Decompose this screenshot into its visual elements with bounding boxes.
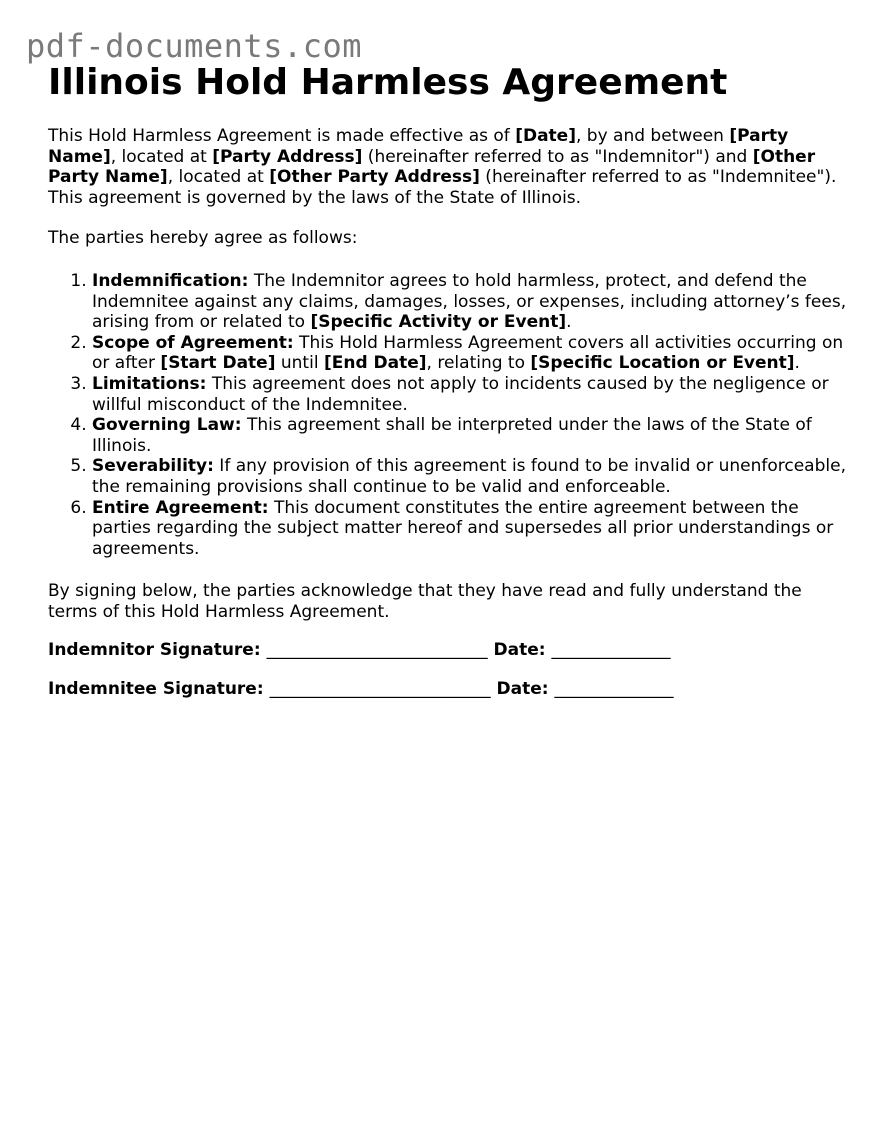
clause-text: . [566,312,572,333]
date-placeholder: [Date] [515,126,576,146]
clause-list [48,271,848,559]
clause-text: until [275,353,324,374]
clause-text: , relating to [426,353,531,374]
other-party-address-placeholder: [Other Party Address] [269,167,480,188]
clause-text: This document constitutes the entire agreement between the parties regarding the subject matter hereof and supersedes all prior understandings or agreements. [92,497,834,559]
clause-placeholder: [Start Date] [160,353,276,374]
indemnitor-date-line[interactable]: ______________ [551,640,671,661]
other-party-name-placeholder: [Other Party Name] [48,146,816,188]
clause-heading: Governing Law: [92,415,242,436]
agree-paragraph: The parties hereby agree as follows: [48,228,358,249]
indemnitor-date-label: Date: [493,640,546,661]
intro-paragraph [48,126,848,208]
indemnitor-signature-row [48,640,848,661]
clause-item [92,271,848,333]
indemnitee-date-line[interactable]: ______________ [554,679,674,700]
clause-item [92,415,848,456]
intro-text: , located at [167,167,270,188]
clause-item [92,456,848,497]
clause-item [92,498,848,560]
clause-text: If any provision of this agreement is found to be invalid or unenforceable, the remaining provisions shall continue to be valid and enforceable. [92,456,846,497]
intro-text: This Hold Harmless Agreement is made effective as of [48,126,516,146]
indemnitor-signature-label: Indemnitor Signature: [48,640,261,661]
clause-item [92,333,848,374]
intro-text: (hereinafter referred to as "Indemnitee"). This agreement is governed by the laws of the State of Illinois. [48,167,837,208]
clause-heading: Limitations: [92,373,207,394]
clause-heading: Scope of Agreement: [92,332,294,353]
clause-text: This agreement shall be interpreted under the laws of the State of Illinois. [92,415,812,456]
clause-heading: Entire Agreement: [92,497,269,518]
clause-item [92,374,848,415]
indemnitee-signature-row [48,679,848,700]
indemnitee-date-label: Date: [496,679,549,700]
party-address-placeholder: [Party Address] [212,146,363,167]
clause-heading: Severability: [92,456,214,477]
closing-paragraph: By signing below, the parties acknowledge that they have read and fully understand the terms of this Hold Harmless Agreement. [48,581,802,622]
clause-placeholder: [Specific Location or Event] [530,353,795,374]
document-body [48,126,848,700]
intro-text: , located at [110,146,213,167]
clause-text: This agreement does not apply to incidents caused by the negligence or willful misconduct of the Indemnitee. [92,373,829,415]
indemnitor-signature-line[interactable]: __________________________ [266,640,488,661]
indemnitee-signature-label: Indemnitee Signature: [48,679,264,700]
clause-text: The Indemnitor agrees to hold harmless, protect, and defend the Indemnitee against any claims, damages, losses, or expenses, including attorney’s fees, arising from or related to [92,270,847,333]
clause-placeholder: [Specific Activity or Event] [310,312,567,333]
clause-placeholder: [End Date] [323,353,427,374]
document-title: Illinois Hold Harmless Agreement [48,62,728,103]
intro-text: (hereinafter referred to as "Indemnitor") and [362,146,753,167]
intro-text: , by and between [575,126,730,146]
clause-text: This Hold Harmless Agreement covers all activities occurring on or after [92,332,844,374]
indemnitee-signature-line[interactable]: __________________________ [269,679,491,700]
clause-heading: Indemnification: [92,270,249,291]
clause-text: . [794,353,800,374]
watermark: pdf-documents.com [26,27,363,65]
party-name-placeholder: [Party Name] [48,126,789,167]
